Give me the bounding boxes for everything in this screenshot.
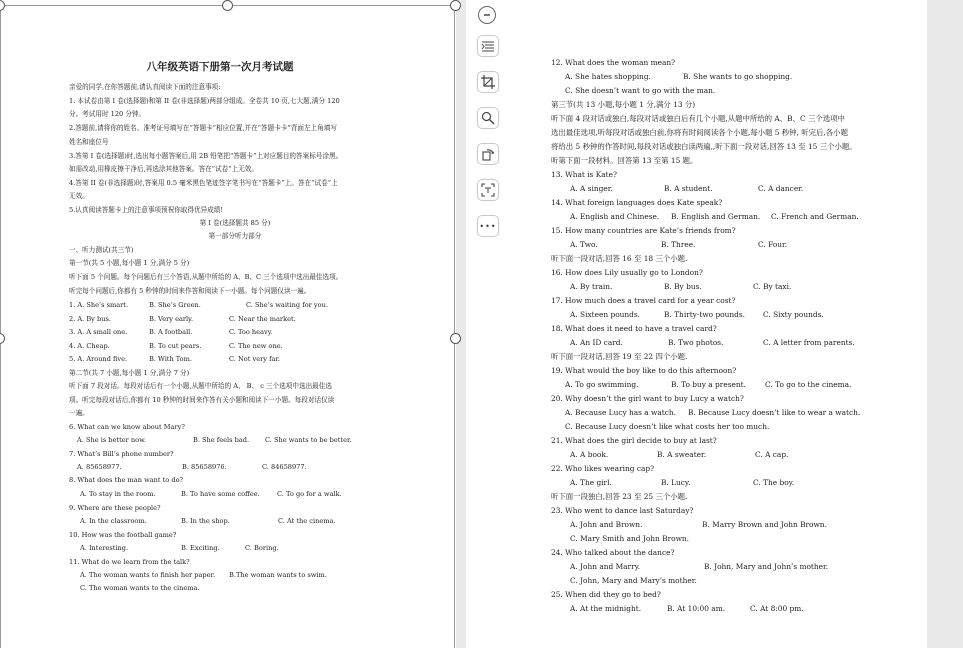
layout-icon[interactable] xyxy=(477,35,499,57)
notice-line: 3.答第 I 卷(选择题)时,选出每小题答案后,用 2B 铅笔把“答题卡”上对应题目的答案标号涂黑。 xyxy=(69,152,343,160)
instruction-line: 听下面一段独白,回答 23 至 25 三个小题. xyxy=(551,492,688,501)
question-option: C. Because Lucy doesn’t like what costs her too much. xyxy=(565,422,770,431)
question-option: B. Two photos. xyxy=(668,338,724,347)
notice-line: 5.认真阅读答题卡上的注意事项预祝你取得优异成绩! xyxy=(69,206,224,214)
question-option: A. She is better now. xyxy=(77,436,147,444)
question-option: A. At the midnight. xyxy=(570,604,642,613)
question-text: 15. How many countries are Kate’s friends from? xyxy=(551,226,736,235)
question-option: A. The girl. xyxy=(570,478,612,487)
question-option: C. A cap. xyxy=(755,450,789,459)
question-option: B. 85658976. xyxy=(182,463,227,471)
question-option: B.The woman wants to swim. xyxy=(229,571,327,579)
question-option: 1. A. She’s smart. xyxy=(69,301,129,309)
page-title: 八年级英语下册第一次月考试题 xyxy=(146,61,294,73)
instruction-line: 听下面 4 段对话或独白,每段对话或独白后有几个小题,从题中所给的 A、B、C 三个选项中 xyxy=(551,114,845,123)
question-option: B. She feels bad. xyxy=(193,436,250,444)
question-text: 20. Why doesn’t the girl want to buy Lucy a watch? xyxy=(551,394,744,403)
question-text: 7. What’s Bill’s phone number? xyxy=(69,450,174,458)
question-option: A. An ID card. xyxy=(570,338,623,347)
question-option: C. The boy. xyxy=(753,478,795,487)
resize-handle[interactable] xyxy=(450,0,461,11)
question-option: A. Sixteen pounds. xyxy=(570,310,641,319)
question-option: B. John, Mary and John’s mother. xyxy=(704,562,829,571)
question-text: 17. How much does a travel card for a year cost? xyxy=(551,296,736,305)
question-option: C. John, Mary and Mary’s mother. xyxy=(570,576,697,585)
notice-line: 分。考试用时 120 分钟。 xyxy=(69,110,146,118)
notice-line: 1. 本试卷由第 I 卷(选择题)和第 II 卷(非选择题)两部分组成。全卷共 10 页,七大题,满分 120 xyxy=(69,97,340,105)
instruction-line: 一遍。 xyxy=(69,409,89,417)
question-option: A. John and Marry. xyxy=(570,562,641,571)
question-option: C. She doesn’t want to go with the man. xyxy=(565,86,716,95)
question-option: B. Very early. xyxy=(149,315,194,323)
question-text: 25. When did they go to bed? xyxy=(551,590,661,599)
instruction-line: 听第下面一段材料。回答第 13 至第 15 题。 xyxy=(551,156,698,165)
question-option: A. English and Chinese. xyxy=(570,212,660,221)
notice-line: 4.答第 II 卷(非选择题)时,答案用 0.5 毫米黑色笔迹签字笔书写在“答题卡”上。答在“试卷”上 xyxy=(69,179,338,187)
section-heading: 第一部分听力部分 xyxy=(208,232,262,240)
more-icon[interactable] xyxy=(477,215,499,237)
scan-icon[interactable] xyxy=(477,179,499,201)
question-text: 16. How does Lily usually go to London? xyxy=(551,268,703,277)
question-text: 8. What does the man want to do? xyxy=(69,476,184,484)
question-text: 19. What would the boy like to do this afternoon? xyxy=(551,366,737,375)
question-option: 5. A. Around five. xyxy=(69,355,128,363)
question-option: A. Interesting. xyxy=(80,544,129,552)
instruction-line: 听下面一段对话,回答 16 至 18 三个小题. xyxy=(551,254,688,263)
question-option: B. She wants to go shopping. xyxy=(683,72,793,81)
question-option: B. She’s Green. xyxy=(149,301,201,309)
zoom-icon[interactable] xyxy=(477,107,499,129)
question-option: A. 85658977. xyxy=(77,463,122,471)
question-text: 21. What does the girl decide to buy at last? xyxy=(551,436,717,445)
question-text: 10. How was the football game? xyxy=(69,531,177,539)
instruction-line: 第二节(共 7 小题,每小题 1 分,满分 7 分) xyxy=(69,369,190,377)
question-option: C. To go to the cinema. xyxy=(765,380,852,389)
instruction-line: 一、听力测试(共三节) xyxy=(69,246,134,254)
question-option: C. By taxi. xyxy=(753,282,792,291)
instruction-line: 将给出 5 秒钟的作答时间,每段对话或独白读两遍,,听下面一段对话,回答 13 至 15 三个小题。 xyxy=(551,142,857,151)
instruction-line: 项。听完每段对话后,你都有 10 秒钟的时间来作答有关小题和阅读下一小题。每段对话仅读 xyxy=(69,396,335,404)
crop-icon[interactable] xyxy=(477,71,499,93)
question-option: 2. A. By bus. xyxy=(69,315,111,323)
question-option: A. To stay in the room. xyxy=(80,490,156,498)
question-option: C. She wants to be better. xyxy=(265,436,352,444)
question-option: C. At the cinema. xyxy=(278,517,336,525)
question-option: A. A singer. xyxy=(570,184,613,193)
instruction-line: 听完每个问题后,你都有 5 秒钟的时间来作答和阅读下一小题。每个问题仅读一遍。 xyxy=(69,287,311,295)
question-option: C. To go for a walk. xyxy=(277,490,342,498)
question-option: B. With Tom. xyxy=(149,355,193,363)
question-text: 6. What can we know about Mary? xyxy=(69,423,185,431)
question-option: C. Sixty pounds. xyxy=(763,310,824,319)
collapse-icon[interactable] xyxy=(478,6,496,24)
question-option: A. John and Brown. xyxy=(570,520,643,529)
question-text: 22. Who likes wearing cap? xyxy=(551,464,655,473)
question-option: C. Not very far. xyxy=(229,355,280,363)
instruction-line: 听下面 7 段对话。每段对话后有一个小题,从题中所给的 A、 B、 c 三个选项中选出最佳选 xyxy=(69,382,332,390)
question-option: B. Lucy. xyxy=(661,478,691,487)
instruction-line: 听下面 5 个问题。每个问题后有三个答语,从题中所给的 A、B、C 三个选项中选出最佳选项。 xyxy=(69,273,343,281)
question-text: 9. Where are these people? xyxy=(69,504,161,512)
question-option: B. To have some coffee. xyxy=(181,490,260,498)
question-option: B. Because Lucy doesn’t like to wear a watch. xyxy=(688,408,861,417)
question-option: A. In the classroom. xyxy=(80,517,147,525)
question-option: B. In the shop. xyxy=(181,517,230,525)
question-option: 3. A. A small one. xyxy=(69,328,128,336)
question-option: C. She’s waiting for you. xyxy=(246,301,328,309)
question-option: B. Three. xyxy=(661,240,696,249)
question-option: A. The woman wants to finish her paper. xyxy=(80,571,216,579)
section-heading: 第 I 卷(选择题共 85 分) xyxy=(199,219,271,227)
question-option: B. By bus. xyxy=(664,282,702,291)
question-option: B. At 10:00 am. xyxy=(667,604,726,613)
question-option: C. Near the market. xyxy=(229,315,296,323)
question-option: C. The new one. xyxy=(229,342,283,350)
resize-handle[interactable] xyxy=(450,333,461,344)
question-text: 23. Who went to dance last Saturday? xyxy=(551,506,694,515)
question-option: B. A student. xyxy=(664,184,713,193)
question-text: 12. What does the woman mean? xyxy=(551,58,676,67)
question-option: A. Two. xyxy=(570,240,598,249)
notice-line: 如需改动,用橡皮擦干净后,再选涂其他答案。答在“试卷”上无效。 xyxy=(69,165,258,173)
instruction-line: 第一节(共 5 小题,每小题 1 分,满分 5 分) xyxy=(69,259,190,267)
question-option: C. 84658977. xyxy=(262,463,307,471)
document-page-left[interactable] xyxy=(0,0,456,648)
question-option: C. The woman wants to the cinema. xyxy=(80,584,200,592)
question-text: 14. What foreign languages does Kate speak? xyxy=(551,198,723,207)
question-option: 4. A. Cheap. xyxy=(69,342,110,350)
document-page-right[interactable] xyxy=(466,0,927,648)
question-text: 13. What is Kate? xyxy=(551,170,617,179)
question-option: C. Boring. xyxy=(245,544,279,552)
notice-line: 无效。 xyxy=(69,192,89,200)
rotate-icon[interactable] xyxy=(477,143,499,165)
question-text: 11. What do we learn from the talk? xyxy=(69,558,190,566)
question-text: 18. What does it need to have a travel card? xyxy=(551,324,717,333)
question-option: A. To go swimming. xyxy=(565,380,639,389)
question-text: 24. Who talked about the dance? xyxy=(551,548,675,557)
question-option: B. To cut pears. xyxy=(149,342,202,350)
resize-handle[interactable] xyxy=(222,0,233,11)
question-option: A. Because Lucy has a watch. xyxy=(565,408,677,417)
notice-line: 2.答题前,请将你的姓名、准考证号填写在“答题卡”相应位置,并在“答题卡卡”背面左上角填写 xyxy=(69,124,337,132)
question-option: A. She hates shopping. xyxy=(565,72,651,81)
question-option: B. To buy a present. xyxy=(671,380,746,389)
question-option: C. Mary Smith and John Brown. xyxy=(570,534,690,543)
question-option: C. A letter from parents. xyxy=(763,338,855,347)
question-option: B. Thirty-two pounds. xyxy=(664,310,746,319)
question-option: C. French and German. xyxy=(771,212,859,221)
instruction-line: 选出最佳选项,听每段对话或独白前,你将有时间阅读各个小题,每小题 5 秒钟, 听完后,各小题 xyxy=(551,128,848,137)
question-option: B. A football. xyxy=(149,328,193,336)
question-option: B. A sweater. xyxy=(657,450,707,459)
notice-line: 亲爱的同学,在你答题前,请认真阅读下面的注意事项: xyxy=(69,83,221,91)
instruction-line: 第三节(共 13 小题,每小题 1 分,满分 13 分) xyxy=(551,100,696,109)
notice-line: 姓名和座位号 xyxy=(69,138,109,146)
question-option: A. By train. xyxy=(570,282,613,291)
question-option: C. At 8:00 pm. xyxy=(750,604,804,613)
question-option: C. Four. xyxy=(758,240,788,249)
question-option: B. English and German. xyxy=(671,212,761,221)
question-option: B. Marry Brown and John Brown. xyxy=(702,520,827,529)
instruction-line: 听下面一段对话,回答 19 至 22 四个小题. xyxy=(551,352,688,361)
more-label: ••• xyxy=(479,221,497,231)
question-option: B. Exciting. xyxy=(181,544,220,552)
question-option: C. Too heavy. xyxy=(229,328,273,336)
question-option: A. A book. xyxy=(570,450,609,459)
question-option: C. A dancer. xyxy=(758,184,804,193)
